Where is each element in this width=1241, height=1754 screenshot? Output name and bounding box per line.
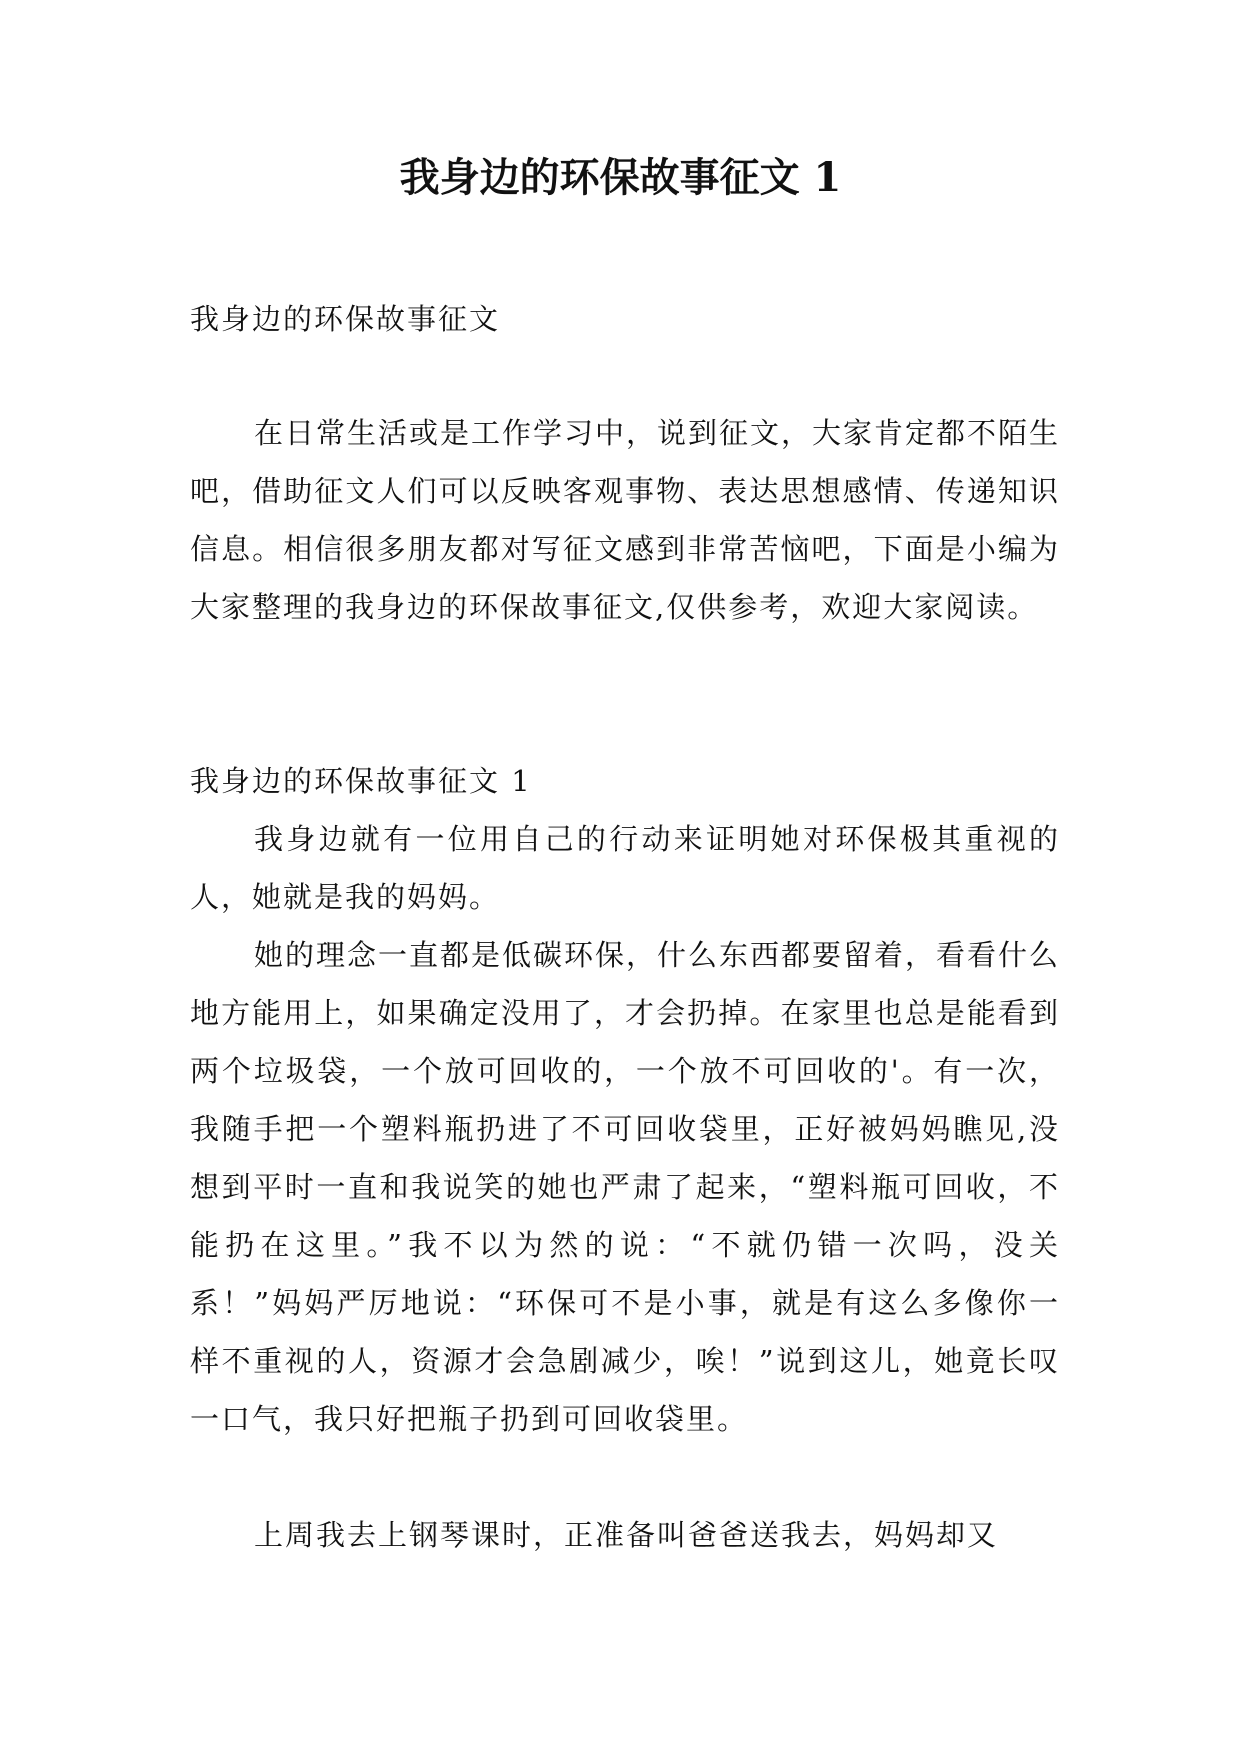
section-paragraph: 她的理念一直都是低碳环保，什么东西都要留着，看看什么地方能用上，如果确定没用了，才会扔掉。在家里也总是能看到两个垃圾袋，一个放可回收的，一个放不可回收的'。有一次，我随手把一个塑料瓶扔进了不可回收袋里，正好被妈妈瞧见,没想到平时一直和我说笑的她也严肃了起来，“塑料瓶可回收，不能扔在这里。”我不以为然的说：“不就仍错一次吗，没关系！”妈妈严厉地说：“环保可不是小事，就是有这么多像你一样不重视的人，资源才会急剧减少，唉！”说到这儿，她竟长叹一口气，我只好把瓶子扔到可回收袋里。	[190, 938, 1061, 1436]
section-paragraph: 上周我去上钢琴课时，正准备叫爸爸送我去，妈妈却又	[254, 1518, 999, 1552]
section-heading: 我身边的环保故事征文 1	[190, 764, 532, 798]
document-title: 我身边的环保故事征文 1	[399, 154, 842, 201]
section-paragraph: 我身边就有一位用自己的行动来证明她对环保极其重视的人，她就是我的妈妈。	[190, 822, 1060, 914]
intro-heading: 我身边的环保故事征文	[190, 302, 501, 336]
intro-paragraph: 在日常生活或是工作学习中，说到征文，大家肯定都不陌生吧，借助征文人们可以反映客观事物、表达思想感情、传递知识信息。相信很多朋友都对写征文感到非常苦恼吧，下面是小编为大家整理的我身边的环保故事征文,仅供参考，欢迎大家阅读。	[190, 416, 1061, 624]
